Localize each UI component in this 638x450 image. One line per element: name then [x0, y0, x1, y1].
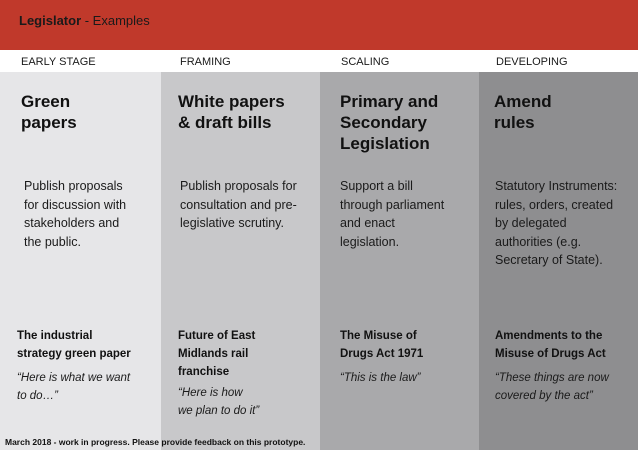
title-line: Secondary: [340, 113, 427, 132]
column-title: [178, 91, 285, 133]
description-line: rules, orders, created: [495, 197, 614, 212]
example-line: The industrial: [17, 330, 93, 342]
column-white-papers: [161, 72, 320, 450]
footer-note: March 2018 - work in progress. Please provide feedback on this prototype.: [5, 437, 306, 447]
title-line: White papers: [178, 92, 285, 111]
description-line: consultation and pre-: [180, 197, 297, 212]
column-title: [21, 91, 77, 133]
column-quote: [17, 369, 130, 405]
quote-line: “This is the law”: [340, 372, 421, 384]
example-line: Midlands rail: [178, 348, 249, 360]
column-quote: [178, 384, 259, 420]
description-line: the public.: [24, 234, 81, 249]
brand-name: Legislator: [19, 13, 82, 28]
description-line: Secretary of State).: [495, 253, 603, 267]
quote-line: “These things are now: [495, 372, 609, 384]
quote-line: we plan to do it”: [178, 405, 260, 417]
description-line: through parliament: [340, 197, 445, 212]
stage-label-early: EARLY STAGE: [21, 56, 96, 68]
quote-line: to do…”: [17, 390, 58, 402]
description-line: Statutory Instruments:: [495, 179, 618, 193]
stage-row: [0, 50, 638, 72]
description-line: authorities (e.g.: [495, 234, 582, 249]
description-line: Publish proposals: [24, 179, 123, 193]
example-line: Drugs Act 1971: [340, 348, 424, 360]
column-legislation: [320, 72, 479, 450]
quote-line: covered by the act”: [495, 390, 593, 402]
title-line: Legislation: [340, 134, 430, 153]
description-line: Support a bill: [340, 179, 413, 193]
description-line: and enact: [340, 216, 395, 230]
column-example: [17, 327, 131, 363]
description-line: for discussion with: [24, 197, 127, 212]
column-description: [495, 177, 617, 270]
stage-label-framing: FRAMING: [180, 56, 231, 68]
page-title: [19, 13, 150, 28]
column-description: [180, 177, 297, 233]
column-description: [340, 177, 444, 251]
title-line: Primary and: [340, 92, 439, 111]
stage-label-scaling: SCALING: [341, 56, 390, 68]
quote-line: “Here is what we want: [17, 372, 131, 384]
quote-line: “Here is how: [178, 387, 243, 399]
column-example: [178, 327, 255, 381]
description-line: stakeholders and: [24, 216, 120, 230]
example-line: The Misuse of: [340, 330, 417, 342]
example-line: Amendments to the: [495, 330, 603, 342]
title-line: Green: [21, 92, 71, 111]
column-green-papers: [0, 72, 161, 450]
description-line: by delegated: [495, 216, 567, 230]
column-description: [24, 177, 126, 251]
title-line: & draft bills: [178, 113, 272, 132]
header-bar: [0, 0, 638, 50]
example-line: Misuse of Drugs Act: [495, 348, 606, 360]
example-line: strategy green paper: [17, 348, 131, 360]
title-line: rules: [494, 113, 535, 132]
title-line: Amend: [494, 92, 552, 111]
column-title: [340, 91, 438, 154]
page-subtitle: - Examples: [81, 13, 150, 28]
title-line: papers: [21, 113, 77, 132]
column-example: [495, 327, 606, 363]
column-quote: [340, 369, 421, 387]
description-line: legislative scrutiny.: [180, 216, 284, 230]
column-example: [340, 327, 423, 363]
example-line: franchise: [178, 366, 230, 378]
stage-label-developing: DEVELOPING: [496, 56, 568, 68]
description-line: Publish proposals for: [180, 179, 297, 193]
description-line: legislation.: [340, 234, 400, 249]
example-line: Future of East: [178, 330, 256, 342]
column-quote: [495, 369, 609, 405]
column-title: [494, 91, 552, 133]
column-amend-rules: [479, 72, 638, 450]
